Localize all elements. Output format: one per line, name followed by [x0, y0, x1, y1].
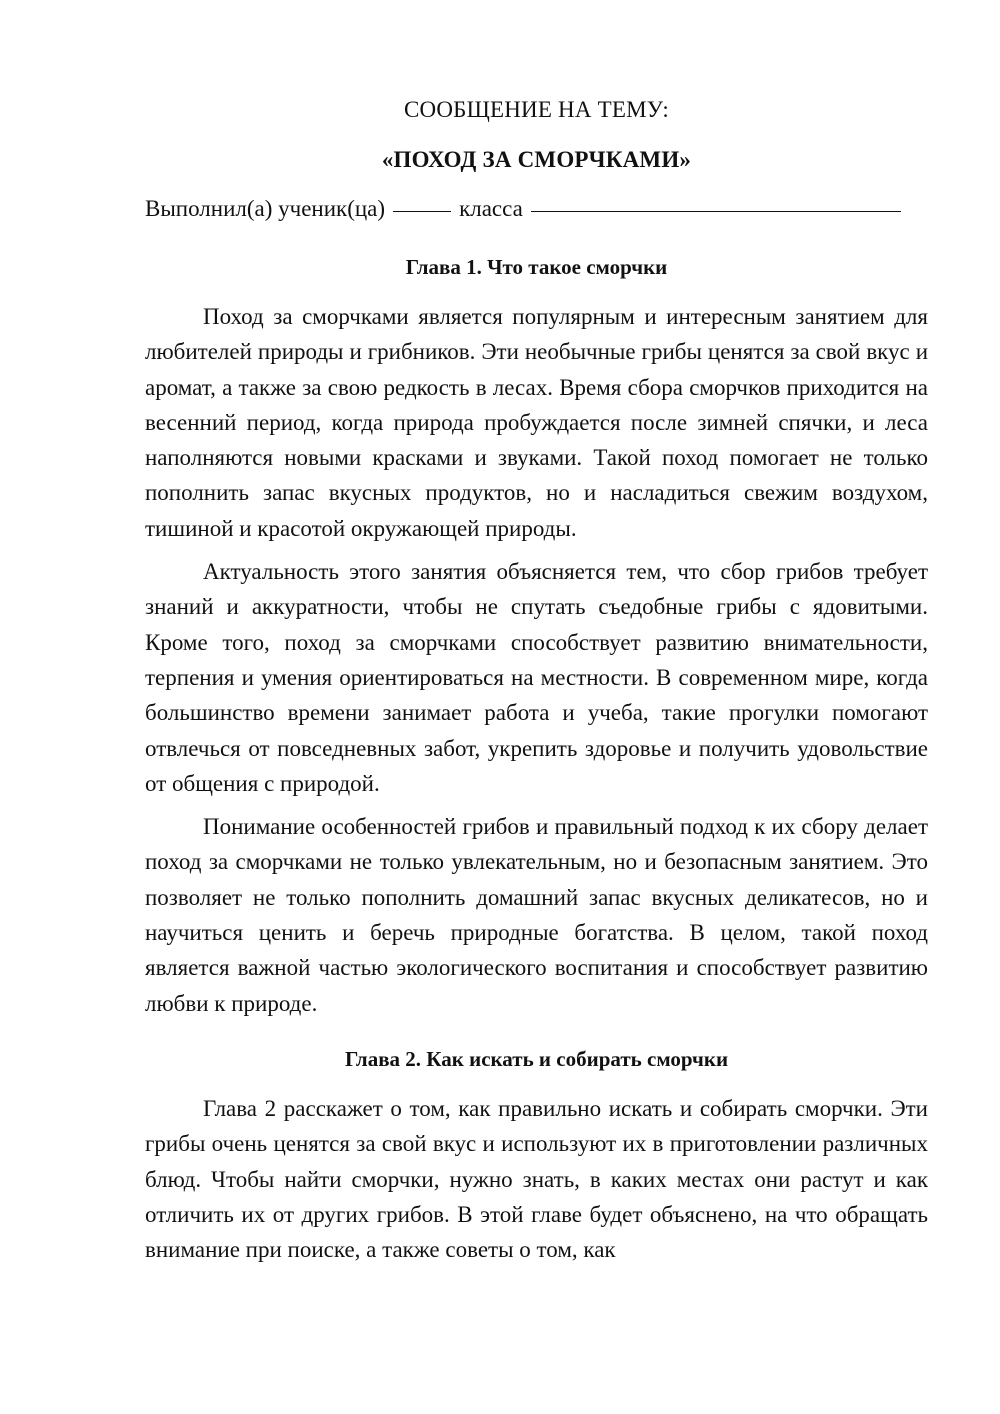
chapter-1-paragraph: Поход за сморчками является популярным и интересным занятием для любителей природы и грибников. Эти необычные грибы ценятся за свой вкус и аромат, а также за свою редкость в лесах. Время сбора сморчков приходится на весенний период, когда природа пробуждается после зимней спячки, и леса наполняются новыми красками и звуками. Такой поход помогает не только пополнить запас вкусных продуктов, но и насладиться свежим воздухом, тишиной и красотой окружающей природы. [145, 304, 928, 541]
document-page [145, 92, 928, 1275]
chapter-1-title: Глава 1. Что такое сморчки [405, 255, 668, 279]
chapter-2-paragraph: Глава 2 расскажет о том, как правильно искать и собирать сморчки. Эти грибы очень ценятся за свой вкус и используют их в приготовлении различных блюд. Чтобы найти сморчки, нужно знать, в каких местах они растут и как отличить их от других грибов. В этой главе будет объяснено, на что обращать внимание при поиске, а также советы о том, как [145, 1095, 928, 1263]
class-number-blank [393, 211, 451, 212]
student-name-blank [531, 211, 901, 212]
document-topic-title: «ПОХОД ЗА СМОРЧКАМИ» [381, 147, 692, 172]
chapter-2-title: Глава 2. Как искать и собирать сморчки [344, 1046, 729, 1071]
class-label: класса [459, 196, 523, 221]
author-line [145, 191, 928, 227]
author-label: Выполнил(а) ученик(ца) [145, 196, 386, 221]
document-heading: СООБЩЕНИЕ НА ТЕМУ: [404, 97, 669, 122]
chapter-1-paragraph: Актуальность этого занятия объясняется тем, что сбор грибов требует знаний и аккуратности, чтобы не спутать съедобные грибы с ядовитыми. Кроме того, поход за сморчками способствует развитию внимательности, терпения и умения ориентироваться на местности. В современном мире, когда большинство времени занимает работа и учеба, такие прогулки помогают отвлечься от повседневных забот, укрепить здоровье и получить удовольствие от общения с природой. [145, 559, 928, 796]
chapter-1-paragraph: Понимание особенностей грибов и правильный подход к их сбору делает поход за сморчками не только увлекательным, но и безопасным занятием. Это позволяет не только пополнить домашний запас вкусных деликатесов, но и научиться ценить и беречь природные богатства. В целом, такой поход является важной частью экологического воспитания и способствует развитию любви к природе. [145, 814, 928, 1016]
